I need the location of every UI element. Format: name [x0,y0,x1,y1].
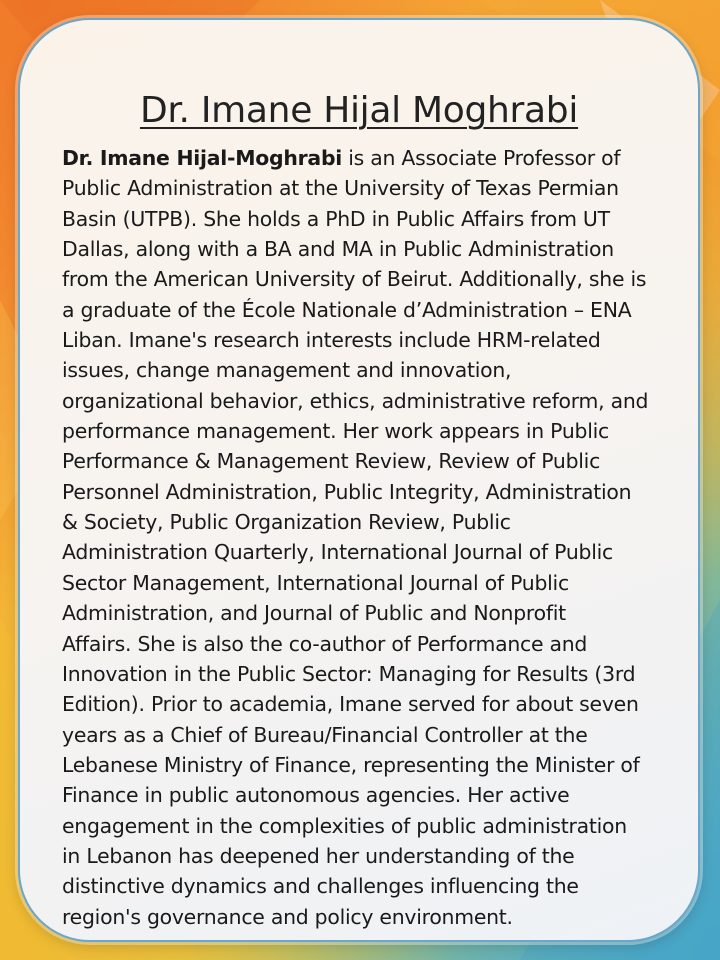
bio-line: Affairs. She is also the co-author of Performance and [62,631,588,656]
bio-line: years as a Chief of Bureau/Financial Controller at the [62,722,588,747]
bio-line: Performance & Management Review, Review of Public [62,449,601,474]
bio-line: Sector Management, International Journal of Public [62,570,569,595]
bio-paragraph [62,143,702,932]
bio-line: a graduate of the École Nationale d’Administration – ENA [62,297,632,322]
bio-line: region's governance and policy environment. [62,904,513,929]
bio-line: distinctive dynamics and challenges influencing the [62,874,579,899]
bio-line: Public Administration at the University of Texas Permian [62,176,619,201]
bio-line: Liban. Imane's research interests include HRM-related [62,328,601,353]
bio-line: issues, change management and innovation, [62,358,512,383]
bio-line: Dallas, along with a BA and MA in Public Administration [62,237,614,262]
bio-line: organizational behavior, ethics, administrative reform, and [62,388,649,413]
bio-line: in Lebanon has deepened her understanding of the [62,843,575,868]
bio-line: Basin (UTPB). She holds a PhD in Public Affairs from UT [62,206,610,231]
bio-line: Finance in public autonomous agencies. Her active [62,783,570,808]
bio-line: engagement in the complexities of public administration [62,813,627,838]
bio-line: performance management. Her work appears in Public [62,419,610,444]
bio-line: Lebanese Ministry of Finance, representing the Minister of [62,752,640,777]
bio-line: & Society, Public Organization Review, Public [62,510,511,535]
bio-line: Personnel Administration, Public Integrity, Administration [62,479,632,504]
bio-card [18,18,700,942]
bio-line: is an Associate Professor of [342,146,621,170]
bio-line: Edition). Prior to academia, Imane served for about seven [62,692,639,717]
bio-line: from the American University of Beirut. Additionally, she is [62,267,647,292]
bio-line: Innovation in the Public Sector: Managing for Results (3rd [62,661,636,686]
page-title: Dr. Imane Hijal Moghrabi [139,90,579,131]
bio-line: Administration, and Journal of Public and Nonprofit [62,601,566,626]
bio-name: Dr. Imane Hijal-Moghrabi [62,146,343,170]
bio-line: Administration Quarterly, International Journal of Public [62,540,614,565]
